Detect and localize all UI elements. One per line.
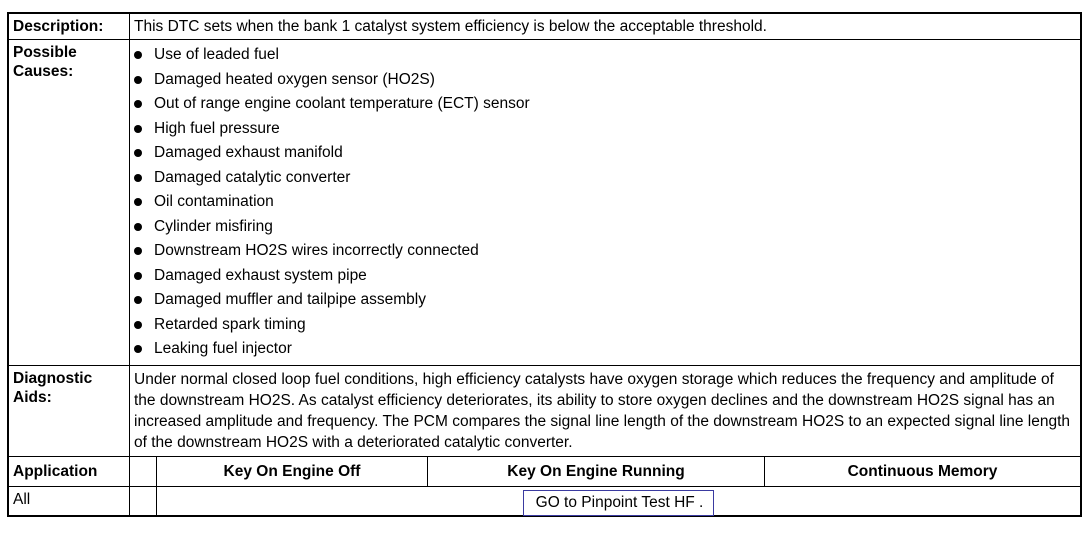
empty-cell	[130, 456, 157, 486]
cause-item	[134, 117, 1076, 142]
cause-item	[134, 92, 1076, 117]
cause-text: Damaged exhaust system pipe	[154, 266, 367, 284]
column-koer: Key On Engine Running	[428, 456, 765, 486]
bullet-icon	[134, 223, 142, 231]
bullet-icon	[134, 149, 142, 157]
causes-row	[8, 40, 1081, 366]
cause-item	[134, 337, 1076, 362]
cause-item	[134, 313, 1076, 338]
column-koeo: Key On Engine Off	[157, 456, 428, 486]
diagnostic-label: Diagnostic Aids:	[8, 365, 130, 456]
diagnostic-row	[8, 365, 1081, 456]
bullet-icon	[134, 100, 142, 108]
cause-item	[134, 141, 1076, 166]
diagnostic-text: Under normal closed loop fuel conditions, high efficiency catalysts have oxygen storage which reduces the frequency and amplitude of the downstream HO2S. As catalyst efficiency deteriorates, its ability to store oxygen declines and the downstream HO2S signal has an increased amplitude and frequency. The PCM compares the signal line length of the downstream HO2S to an expected signal line length of the downstream HO2S with a deteriorated catalytic converter.	[130, 365, 1082, 456]
dtc-table	[7, 12, 1082, 517]
cause-text: Damaged catalytic converter	[154, 168, 351, 186]
bullet-icon	[134, 125, 142, 133]
column-continuous-memory: Continuous Memory	[765, 456, 1082, 486]
cause-item	[134, 190, 1076, 215]
bullet-icon	[134, 345, 142, 353]
cause-text: Downstream HO2S wires incorrectly connected	[154, 242, 479, 259]
causes-list	[134, 43, 1076, 362]
causes-cell	[130, 40, 1082, 366]
action-cell	[157, 486, 1082, 516]
causes-label: Possible Causes:	[8, 40, 130, 366]
application-header-row	[8, 456, 1081, 486]
application-row-label: All	[8, 486, 130, 516]
bullet-icon	[134, 321, 142, 329]
cause-text: Out of range engine coolant temperature (ECT) sensor	[154, 95, 530, 112]
cause-item	[134, 166, 1076, 191]
pinpoint-test-link[interactable]: GO to Pinpoint Test HF .	[523, 490, 715, 516]
cause-text: Damaged exhaust manifold	[154, 144, 343, 161]
description-label: Description:	[8, 13, 130, 40]
cause-text: Leaking fuel injector	[154, 340, 292, 357]
bullet-icon	[134, 76, 142, 84]
bullet-icon	[134, 198, 142, 206]
cause-text: Retarded spark timing	[154, 315, 306, 333]
description-text: This DTC sets when the bank 1 catalyst system efficiency is below the acceptable threshold.	[130, 13, 1082, 40]
cause-item	[134, 43, 1076, 68]
bullet-icon	[134, 296, 142, 304]
cause-text: High fuel pressure	[154, 119, 280, 137]
bullet-icon	[134, 272, 142, 280]
cause-item	[134, 264, 1076, 289]
cause-item	[134, 215, 1076, 240]
bullet-icon	[134, 51, 142, 59]
cause-text: Cylinder misfiring	[154, 217, 273, 235]
cause-item	[134, 288, 1076, 313]
bullet-icon	[134, 247, 142, 255]
cause-text: Damaged heated oxygen sensor (HO2S)	[154, 70, 435, 88]
bullet-icon	[134, 174, 142, 182]
empty-cell	[130, 486, 157, 516]
description-row	[8, 13, 1081, 40]
application-row	[8, 486, 1081, 516]
cause-item	[134, 239, 1076, 264]
cause-item	[134, 68, 1076, 93]
application-header: Application	[8, 456, 130, 486]
cause-text: Use of leaded fuel	[154, 46, 279, 63]
cause-text: Damaged muffler and tailpipe assembly	[154, 291, 426, 308]
cause-text: Oil contamination	[154, 193, 274, 210]
